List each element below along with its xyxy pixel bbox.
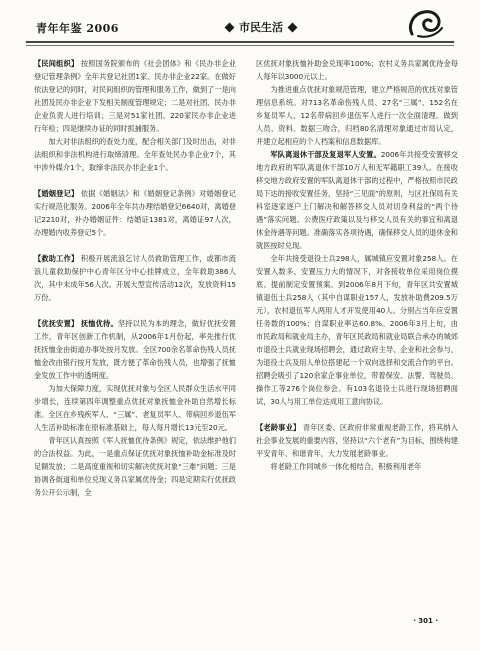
paragraph-text: 坚持以民为本的理念，做好优抚安置工作，青年区创新工作机制，从2006年1月份起，率先推行优抚抚恤金由街道办事处按月发放。全区700余名革命伤残人员抚恤金改由银行按月发放，既方便了革命伤残人员，也增强了抚恤金发放工作中的透明度。 <box>34 319 236 380</box>
paragraph-text: 将老龄工作同城乡一体化相结合，积极利用老年 <box>270 462 422 471</box>
left-column <box>34 57 236 499</box>
paragraph <box>256 460 458 473</box>
right-column <box>256 57 458 473</box>
paragraph-text: 青年区委、区政府非常重视老龄工作，将其纳入社会事业发展的重要内容，坚持以“六个老有”为目标，围绕构建平安青年、和谐青年，大力发展老龄事业。 <box>256 423 458 458</box>
diamond-icon <box>225 23 235 33</box>
section-tag: 【优抚安置】 <box>34 319 79 328</box>
section-tag: 【民间组织】 <box>34 59 79 68</box>
section-tag: 【婚姻登记】 <box>34 189 79 198</box>
paragraph-text: 积极开展流浪乞讨人员救助管理工作，或都市流浪儿童救助保护中心青年区分中心挂牌成立，全年救助386人次，其中未成年56人次。开展大型宣传活动12次，发放资料15万份。 <box>34 254 236 302</box>
paragraph <box>256 148 458 252</box>
paragraph-text: 为加大保障力度，实现优抚对象与全区人民群众生活水平同步增长，连续第四年调整重点优抚对象抚恤金补助自然增长标准。全区在乡残疾军人、“三属”、老复员军人、带病回乡退伍军人生活补助标准在原标准基础上，每人每月增长13元至20元。 <box>34 384 236 432</box>
paragraph <box>34 252 236 304</box>
subheading: 抚恤优待。 <box>80 319 118 328</box>
paragraph-text: 全年共接受退役士兵298人，属城镇应安置对象258人。在安置入数多、安置压力大的情况下，对各接收单位采用岗位摸底、提前制定安置预案。到2006年8月下旬，青年区共安置城镇退伍士兵258人（其中自谋职业157人，发放补助费209.5万元），农村退伍军人两用人才开发使用40人。分别占当年应安置任务数的100%；自谋职业率达60.8%。2006年3月上旬，由市民政局和就业局主办，青年区民政局和就业局联合承办的城郊市退役士兵就业现场招聘会，通过政府主导、企业和社会参与，为退役士兵及用人单位搭建起一个双向选择和交流合作的平台。招聘会吸引了120余家企事业单位，带着保安、法警、驾驶员、操作工等276个岗位参会。有103名退役士兵进行现场招聘面试，30人与用工单位达成用工意向协议。 <box>256 254 458 406</box>
section-tag: 【救助工作】 <box>34 254 79 263</box>
paragraph <box>256 421 458 460</box>
section-tag: 【老龄事业】 <box>256 423 301 432</box>
section-title <box>226 19 296 35</box>
paragraph-text: 加大对非法组织的查处力度，配合相关部门及时出击，对非法组织和非法机构进行取缔清理。全年查处民办非企业7个，其中涉外媒介1个，取缔非法民办非企业1个。 <box>34 137 236 172</box>
page-number: · 301 · <box>413 617 438 625</box>
paragraph-text: 为推进重点优抚对象规范管理，建立严格规范的优抚对象管理信息系统。对713名革命伤残人员、27名“三属”、152名在乡复员军人、12名带病回乡退伍军人进行一次全面清理。做到人员、资料、数据三吻合，归档80名清理对象通过市局认定，并建立起相应的个人档案和信息数据库。 <box>256 85 458 146</box>
paragraph-text: 按照国务院颁布的《社会团体》和《民办非企业登记管理条例》全年共登记社团1家、民办非企业22家。在做好依法登记的同时，对民间组织的管理和服务工作，做到了一是向社团及民办非企业下发相关制度管理规定；二是对社团、民办非企业负责人进行培训；三是对51家社团、220家民办非企业进行年检；四是继续办证的同时抓捕服务。 <box>34 59 236 133</box>
paragraph <box>256 57 458 83</box>
page-header <box>26 12 454 40</box>
paragraph-text: 2006年共接受安置移交地方政府的军队离退休干部10万人和无军籍职工39人。在接收移交地方政府安置的军队离退休干部的过程中，严格按照市民政局下达的接收安置任务，坚持“三见面”的原则，与区社保局有关科室逐家逐户上门解决和解答移交人员对切身利益的“两个待遇”落实问题。公费医疗政策以及与移交人员有关的事宜和离退休金待遇等问题。准确落实各项待遇，确保移交人员的退休金和就医按时兑现。 <box>256 150 458 250</box>
paragraph-text: 依据《婚姻法》和《婚姻登记条例》对婚姻登记实行规范化服务。2006年全年共办理结婚登记6640对，离婚登记2210对，补办婚姻证件：结婚证1381对，离婚证97人次，办理婚内收养登记5个。 <box>34 189 236 237</box>
swirl-logo-icon <box>406 6 446 40</box>
paragraph <box>34 434 236 499</box>
header-rule <box>26 41 454 43</box>
paragraph <box>256 83 458 148</box>
paragraph <box>34 187 236 239</box>
paragraph <box>34 317 236 382</box>
paragraph <box>34 57 236 135</box>
yearbook-title: 青年年鉴 2006 <box>36 22 119 35</box>
paragraph-text: 区优抚对象抚恤补助金兑现率100%；农村义务兵家属优待金每人每年以3000元以上。 <box>256 59 458 81</box>
paragraph <box>34 135 236 174</box>
header-rule-thin <box>26 45 454 46</box>
diamond-icon <box>288 23 298 33</box>
subheading: 军队离退休干部及复退军人安置。 <box>270 150 381 159</box>
paragraph-text: 青年区认真按照《军人抚恤优待条例》规定，依法维护他们的合法权益。为此，一是重点保证优抚对象抚恤补助金标准及时足额发放；二是高度重视和切实解决优抚对象“三难”问题；三是协调各街道和单位兑现义务兵家属优待金；四是定期实行优抚政务公开公示制，全 <box>34 436 236 497</box>
paragraph <box>34 382 236 434</box>
paragraph <box>256 252 458 408</box>
section-title-text: 市民生活 <box>239 21 283 34</box>
